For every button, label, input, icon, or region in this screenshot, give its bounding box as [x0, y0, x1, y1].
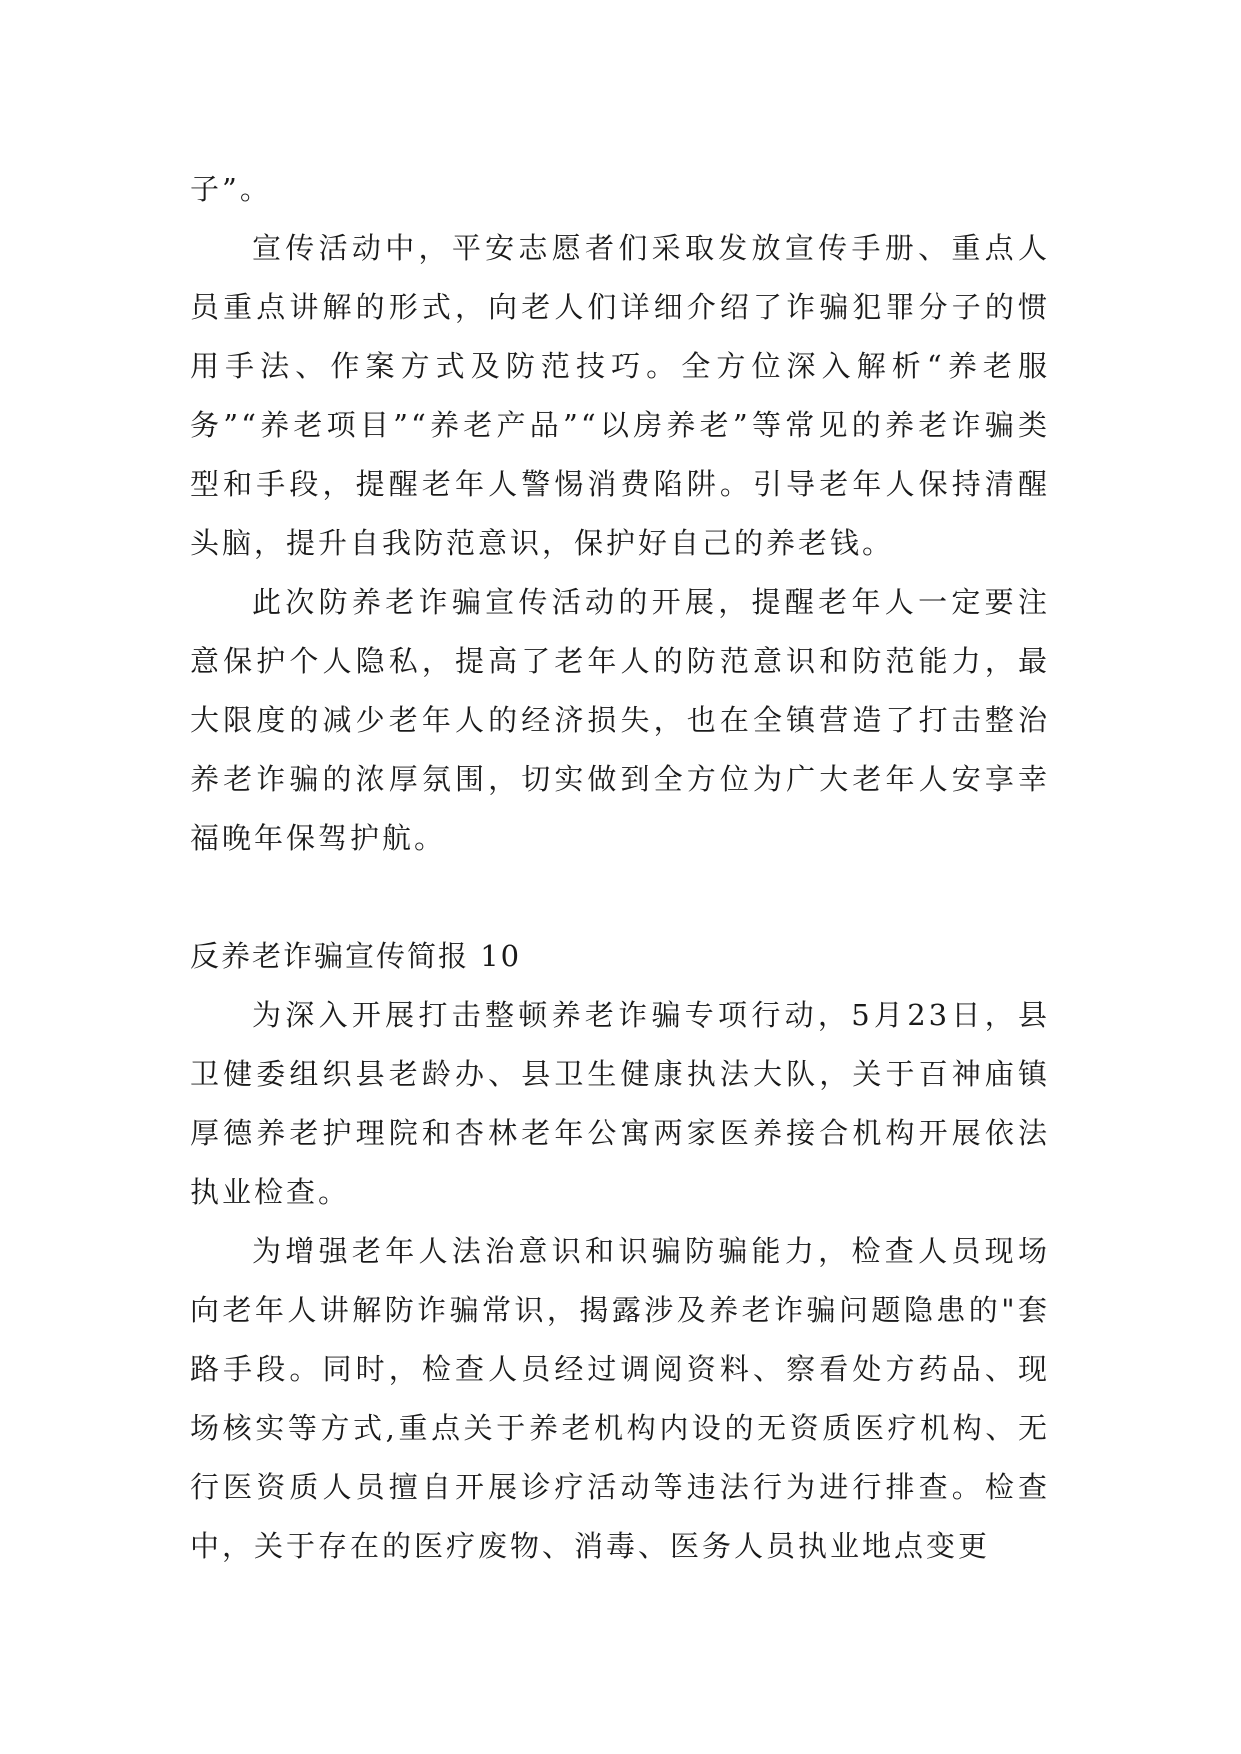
paragraph-campaign-activities: 宣传活动中，平安志愿者们采取发放宣传手册、重点人员重点讲解的形式，向老人们详细介绍了诈骗犯罪分子的惯用手法、作案方式及防范技巧。全方位深入解析“养老服务”“养老项目”“养老产品”“以房养老”等常见的养老诈骗类型和手段，提醒老年人警惕消费陷阱。引导老年人保持清醒头脑，提升自我防范意识，保护好自己的养老钱。	[190, 231, 1050, 560]
paragraph-campaign-summary: 此次防养老诈骗宣传活动的开展，提醒老年人一定要注意保护个人隐私，提高了老年人的防范意识和防范能力，最大限度的减少老年人的经济损失，也在全镇营造了打击整治养老诈骗的浓厚氛围，切实做到全方位为广大老年人安享幸福晚年保驾护航。	[190, 585, 1050, 855]
paragraph-inspection-intro: 为深入开展打击整顿养老诈骗专项行动，5月23日，县卫健委组织县老龄办、县卫生健康执法大队，关于百神庙镇厚德养老护理院和杏林老年公寓两家医养接合机构开展依法执业检查。	[190, 998, 1050, 1209]
paragraph-inspection-details: 为增强老年人法治意识和识骗防骗能力，检查人员现场向老年人讲解防诈骗常识，揭露涉及养老诈骗问题隐患的"套路手段。同时，检查人员经过调阅资料、察看处方药品、现场核实等方式,重点关于养老机构内设的无资质医疗机构、无行医资质人员擅自开展诊疗活动等违法行为进行排查。检查中，关于存在的医疗废物、消毒、医务人员执业地点变更	[190, 1234, 1050, 1563]
section-title: 反养老诈骗宣传简报 10	[190, 939, 522, 973]
paragraph-continuation: 子”。	[190, 172, 272, 206]
document-body	[190, 160, 1050, 1576]
